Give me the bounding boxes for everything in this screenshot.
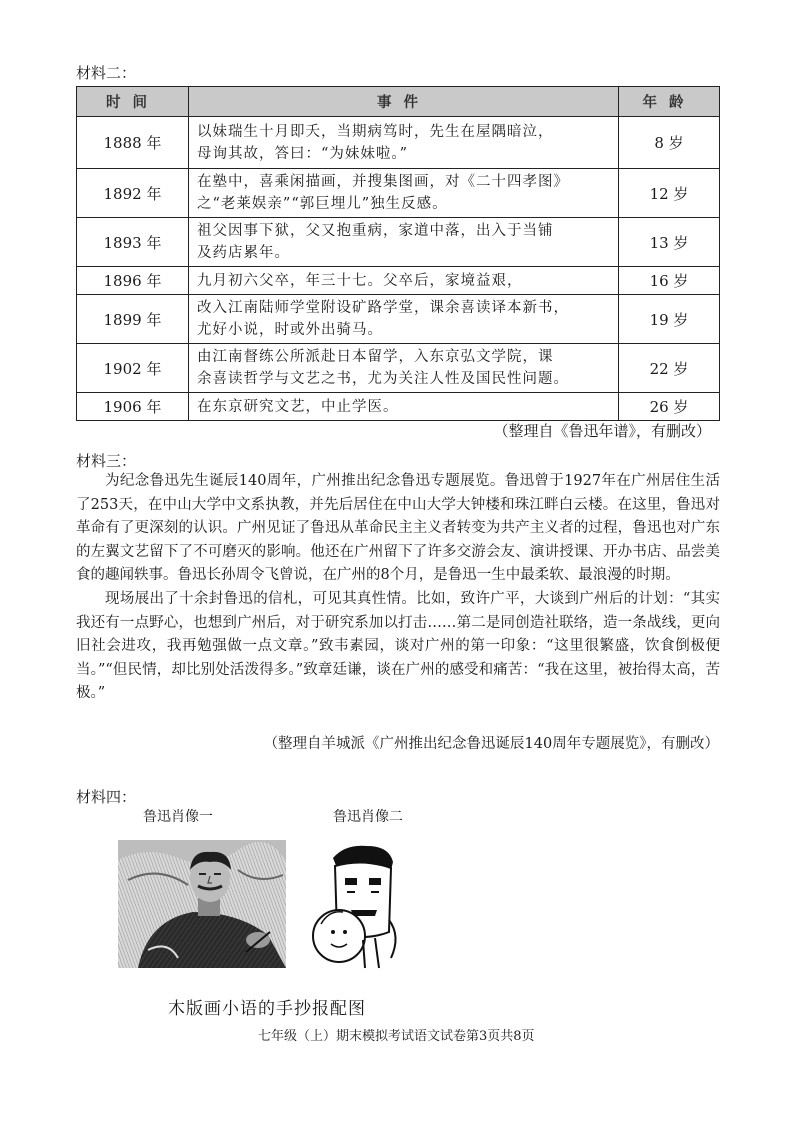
timeline-table xyxy=(76,86,720,421)
event-line: 余喜读哲学与文艺之书，尤为关注人性及国民性问题。 xyxy=(197,371,569,387)
event-line: 在东京研究文艺，中止学医。 xyxy=(197,398,399,415)
paragraph: 为纪念鲁迅先生诞辰140周年，广州推出纪念鲁迅专题展览。鲁迅曾于1927年在广州居住生活了253天，在中山大学中文系执教，并先后居住在中山大学大钟楼和珠江畔白云楼。在这里，鲁迅对革命有了更深刻的认识。广州见证了鲁迅从革命民主主义者转变为共产主义者的过程，鲁迅也对广东的左翼文艺留下了不可磨灭的影响。他还在广州留下了许多交游会友、演讲授课、开办书店、品尝美食的趣闻轶事。鲁迅长孙周令飞曾说，在广州的8个月，是鲁迅一生中最柔软、最浪漫的时期。 xyxy=(76,473,720,584)
table-row xyxy=(77,393,720,421)
event-line: 之“老莱娱亲”“郭巨埋儿”独生反感。 xyxy=(197,196,448,212)
event-line: 在塾中，喜乘闲描画，并搜集图画，对《二十四孝图》 xyxy=(197,174,569,190)
event-line: 九月初六父卒，年三十七。父卒后，家境益艰， xyxy=(197,272,523,289)
event-line: 由江南督练公所派赴日本留学，入东京弘文学院，课 xyxy=(197,349,554,365)
row-age: 19 岁 xyxy=(619,295,720,344)
row-event xyxy=(189,295,619,344)
table-row xyxy=(77,344,720,393)
material2-label: 材料二： xyxy=(76,64,137,82)
row-age: 16 岁 xyxy=(619,267,720,295)
row-year: 1902 年 xyxy=(77,344,189,393)
header-age: 年龄 xyxy=(619,87,720,117)
table-row xyxy=(77,295,720,344)
row-year: 1892 年 xyxy=(77,169,189,218)
material2-source: （整理自《鲁迅年谱》，有删改） xyxy=(493,422,711,440)
table-header-row xyxy=(77,87,720,117)
material3-body xyxy=(76,470,720,706)
portrait2-caption: 鲁迅肖像二 xyxy=(333,809,403,825)
row-event xyxy=(189,267,619,295)
row-age: 26 岁 xyxy=(619,393,720,421)
event-line: 祖父因事下狱，父又抱重病，家道中落，出入于当铺 xyxy=(197,223,554,239)
page-footer: 七年级（上）期末模拟考试语文试卷第3页共8页 xyxy=(258,1029,535,1044)
portrait1-caption: 鲁迅肖像一 xyxy=(143,809,213,825)
table-row xyxy=(77,117,720,169)
material3-source: （整理自羊城派《广州推出纪念鲁迅诞辰140周年专题展览》，有删改） xyxy=(263,736,719,752)
material4-label: 材料四： xyxy=(76,788,137,806)
row-year: 1896 年 xyxy=(77,267,189,295)
row-year: 1893 年 xyxy=(77,218,189,267)
table-row xyxy=(77,218,720,267)
event-line: 及药店累年。 xyxy=(197,245,290,261)
table-row xyxy=(77,267,720,295)
image-caption: 木版画小语的手抄报配图 xyxy=(168,999,366,1019)
material3-label: 材料三： xyxy=(76,452,137,470)
woodcut-portrait-image xyxy=(118,840,286,968)
header-event: 事件 xyxy=(189,87,619,117)
row-event xyxy=(189,393,619,421)
table-row xyxy=(77,169,720,218)
row-age: 12 岁 xyxy=(619,169,720,218)
event-line: 母询其故，答曰：“为妹妹啦。” xyxy=(197,145,409,162)
cartoon-portrait-image xyxy=(305,840,415,970)
row-event xyxy=(189,344,619,393)
event-line: 尤好小说，时或外出骑马。 xyxy=(197,322,383,338)
row-year: 1899 年 xyxy=(77,295,189,344)
row-event xyxy=(189,218,619,267)
row-event xyxy=(189,117,619,169)
row-year: 1906 年 xyxy=(77,393,189,421)
row-age: 22 岁 xyxy=(619,344,720,393)
row-year: 1888 年 xyxy=(77,117,189,169)
header-time: 时间 xyxy=(77,87,189,117)
row-age: 8 岁 xyxy=(619,117,720,169)
row-age: 13 岁 xyxy=(619,218,720,267)
paragraph: 现场展出了十余封鲁迅的信札，可见其真性情。比如，致许广平，大谈到广州后的计划：“其实我还有一点野心，也想到广州后，对于研究系加以打击……第二是同创造社联络，造一条战线，更向旧社会进攻，我再勉强做一点文章。”致韦素园，谈对广州的第一印象：“这里很繁盛，饮食倒极便当。”“但民情，却比别处活泼得多。”致章廷谦，谈在广州的感受和痛苦：“我在这里，被抬得太高，苦极。” xyxy=(76,590,720,702)
event-line: 以妹瑞生十月即夭，当期病笃时，先生在屋隅暗泣， xyxy=(197,123,554,140)
row-event xyxy=(189,169,619,218)
event-line: 改入江南陆师学堂附设矿路学堂，课余喜读译本新书， xyxy=(197,300,569,316)
